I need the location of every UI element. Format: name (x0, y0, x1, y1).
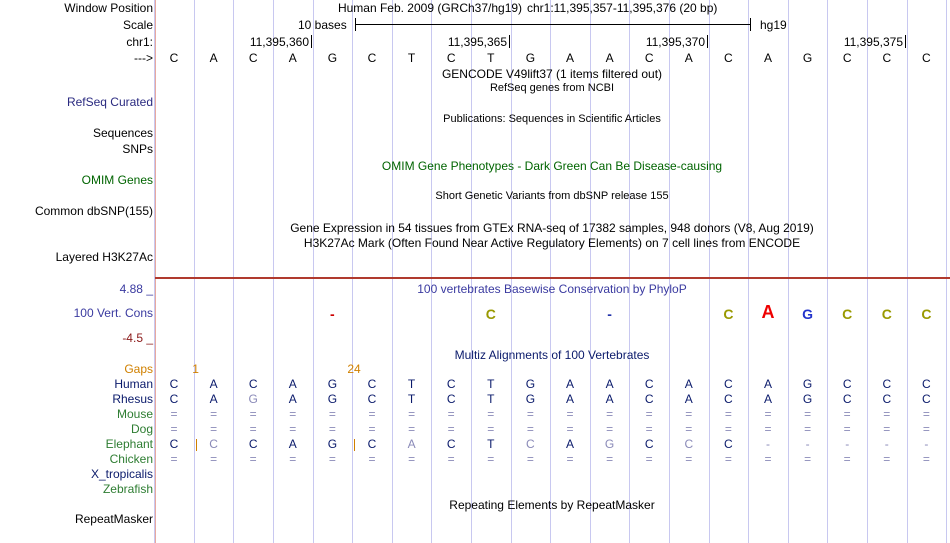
alignment-base: A (407, 437, 416, 451)
track-label-phylop[interactable]: 100 Vert. Cons (73, 306, 153, 320)
reference-base: T (407, 51, 416, 65)
alignment-base: = (447, 422, 455, 436)
alignment-base: - (805, 437, 810, 451)
species-label[interactable]: Dog (130, 422, 153, 436)
alignment-base: C (922, 392, 931, 406)
alignment-base: = (566, 422, 574, 436)
reference-base: A (763, 51, 772, 65)
alignment-base: = (368, 407, 376, 421)
label-chromosome: chr1: (126, 35, 153, 49)
insertion-marker (354, 439, 355, 451)
alignment-base: C (169, 392, 179, 406)
conservation-logo-letter: C (485, 306, 496, 322)
alignment-base: - (766, 437, 770, 451)
alignment-base: C (644, 437, 654, 451)
omim-track-title[interactable]: OMIM Gene Phenotypes - Dark Green Can Be Disease-causing (381, 159, 723, 173)
conservation-logo-letter: A (761, 302, 775, 322)
insertion-marker (196, 439, 197, 451)
reference-base: A (605, 51, 614, 65)
alignment-base: = (210, 407, 218, 421)
coordinate-tick (905, 35, 906, 48)
coordinate-label: 11,395,370 (645, 35, 705, 49)
alignment-base: C (724, 392, 733, 406)
alignment-base: = (408, 407, 416, 421)
label-scale: Scale (122, 18, 153, 32)
reference-base: T (487, 51, 495, 65)
alignment-base: C (922, 377, 931, 391)
alignment-base: = (685, 422, 693, 436)
track-label-sequences[interactable]: Sequences (92, 126, 153, 140)
alignment-base: C (526, 437, 535, 451)
alignment-base: = (764, 407, 772, 421)
alignment-base: T (407, 377, 416, 391)
gencode-track-title[interactable]: GENCODE V49lift37 (1 items filtered out) (441, 67, 663, 81)
alignment-base: = (843, 452, 851, 466)
alignment-base: C (367, 437, 377, 451)
alignment-base: A (684, 377, 693, 391)
alignment-base: T (487, 392, 495, 406)
coordinate-tick (311, 35, 312, 48)
gap-count: 1 (192, 362, 199, 376)
conservation-logo-letter: - (330, 306, 335, 322)
reference-base: A (209, 51, 218, 65)
track-label-omim[interactable]: OMIM Genes (81, 173, 153, 187)
reference-base: C (367, 51, 377, 65)
alignment-base: = (922, 452, 930, 466)
conservation-logo-letter: C (881, 306, 892, 322)
alignment-base: = (368, 422, 376, 436)
alignment-base: G (248, 392, 258, 406)
alignment-base: A (209, 377, 218, 391)
dbsnp-track-title[interactable]: Short Genetic Variants from dbSNP release 155 (435, 190, 669, 202)
reference-base: A (565, 51, 574, 65)
alignment-base: C (842, 377, 852, 391)
alignment-base: = (487, 407, 495, 421)
track-label-snps[interactable]: SNPs (122, 142, 153, 156)
scale-bar-label: 10 bases (298, 18, 347, 32)
label-window-position: Window Position (64, 1, 153, 15)
alignment-base: A (565, 377, 574, 391)
phylop-track-title[interactable]: 100 vertebrates Basewise Conservation by PhyloP (417, 282, 687, 296)
label-strand-arrow: ---> (134, 51, 153, 65)
species-label[interactable]: Mouse (116, 407, 153, 421)
alignment-base: = (408, 422, 416, 436)
alignment-base: = (606, 452, 614, 466)
alignment-base: A (684, 392, 693, 406)
alignment-base: = (843, 407, 851, 421)
species-label[interactable]: Elephant (105, 437, 153, 451)
reference-base: C (248, 51, 258, 65)
alignment-base: C (248, 437, 258, 451)
alignment-base: = (328, 422, 336, 436)
reference-base: C (169, 51, 179, 65)
conservation-logo-letter: C (842, 306, 853, 322)
alignment-base: = (883, 422, 891, 436)
alignment-base: C (882, 392, 892, 406)
alignment-base: = (645, 422, 653, 436)
multiz-track-title[interactable]: Multiz Alignments of 100 Vertebrates (454, 348, 650, 362)
alignment-base: C (169, 437, 179, 451)
alignment-base: A (288, 392, 297, 406)
alignment-base: = (606, 407, 614, 421)
alignment-base: A (288, 377, 297, 391)
alignment-base: G (327, 392, 338, 406)
gtex-track-title[interactable]: Gene Expression in 54 tissues from GTEx RNA-seq of 17382 samples, 948 donors (V8, Aug 2019) (290, 221, 814, 235)
scale-bar-tick-right (750, 18, 751, 31)
alignment-base: = (804, 407, 812, 421)
conservation-logo-letter: C (921, 306, 932, 322)
alignment-base: = (210, 422, 218, 436)
refseq-track-title[interactable]: RefSeq genes from NCBI (489, 82, 615, 94)
scale-bar-line (355, 24, 751, 25)
coordinate-tick (509, 35, 510, 48)
alignment-base: = (447, 452, 455, 466)
alignment-base: C (644, 377, 654, 391)
alignment-base: = (249, 407, 257, 421)
alignment-base: - (924, 437, 929, 451)
alignment-base: = (289, 407, 297, 421)
alignment-base: = (249, 422, 257, 436)
reference-base: A (684, 51, 693, 65)
alignment-base: C (882, 377, 892, 391)
alignment-base: = (170, 452, 178, 466)
alignment-base: C (644, 392, 654, 406)
alignment-base: G (327, 377, 338, 391)
alignment-base: = (566, 407, 574, 421)
alignment-base: = (328, 407, 336, 421)
alignment-base: C (446, 392, 456, 406)
alignment-base: A (209, 392, 218, 406)
alignment-base: A (565, 392, 574, 406)
alignment-base: = (724, 407, 732, 421)
alignment-base: C (724, 377, 733, 391)
coordinate-tick (707, 35, 708, 48)
alignment-base: = (922, 407, 930, 421)
reference-base: G (802, 51, 813, 65)
alignment-base: A (763, 377, 772, 391)
track-group-separator (155, 277, 950, 279)
alignment-base: = (526, 452, 534, 466)
reference-base: C (882, 51, 892, 65)
alignment-base: C (169, 377, 179, 391)
alignment-base: = (685, 407, 693, 421)
conservation-logo-letter: C (723, 306, 734, 322)
conservation-logo-letter: G (802, 306, 814, 322)
alignment-base: C (842, 392, 852, 406)
species-label[interactable]: Chicken (109, 452, 153, 466)
publications-track-title[interactable]: Publications: Sequences in Scientific Articles (443, 113, 661, 125)
reference-base: C (644, 51, 654, 65)
alignment-base: C (367, 377, 377, 391)
species-label[interactable]: Human (114, 377, 153, 391)
alignment-base: A (288, 437, 297, 451)
alignment-base: = (804, 452, 812, 466)
coordinate-label: 11,395,375 (843, 35, 903, 49)
track-label-gaps: Gaps (124, 362, 153, 376)
alignment-base: = (487, 422, 495, 436)
alignment-base: = (685, 452, 693, 466)
alignment-base: C (724, 437, 733, 451)
alignment-base: G (802, 392, 813, 406)
alignment-base: G (604, 437, 615, 451)
gap-count: 24 (347, 362, 361, 376)
alignment-base: = (883, 452, 891, 466)
alignment-base: = (724, 422, 732, 436)
alignment-base: = (447, 407, 455, 421)
reference-base: C (446, 51, 456, 65)
alignment-base: - (884, 437, 889, 451)
track-label-repeatmasker[interactable]: RepeatMasker (74, 512, 153, 526)
alignment-base: = (170, 422, 178, 436)
h3k27ac-track-title[interactable]: H3K27Ac Mark (Often Found Near Active Regulatory Elements) on 7 cell lines from ENCODE (303, 236, 801, 250)
track-label-h3k27ac[interactable]: Layered H3K27Ac (55, 250, 153, 264)
alignment-base: = (764, 422, 772, 436)
alignment-base: = (289, 422, 297, 436)
alignment-base: A (565, 437, 574, 451)
repeatmasker-track-title[interactable]: Repeating Elements by RepeatMasker (449, 498, 655, 512)
alignment-base: = (922, 422, 930, 436)
track-label-dbsnp[interactable]: Common dbSNP(155) (34, 204, 153, 218)
alignment-base: G (525, 392, 536, 406)
alignment-base: A (763, 392, 772, 406)
reference-base: G (525, 51, 536, 65)
alignment-base: = (526, 422, 534, 436)
alignment-base: = (724, 452, 732, 466)
alignment-base: = (566, 452, 574, 466)
alignment-base: C (367, 392, 377, 406)
reference-base: G (327, 51, 338, 65)
alignment-base: = (408, 452, 416, 466)
alignment-base: = (368, 452, 376, 466)
alignment-base: G (525, 377, 536, 391)
alignment-base: C (446, 437, 456, 451)
alignment-base: = (883, 407, 891, 421)
alignment-base: T (487, 377, 495, 391)
alignment-base: = (645, 407, 653, 421)
alignment-base: C (248, 377, 258, 391)
alignment-base: C (446, 377, 456, 391)
alignment-base: = (645, 452, 653, 466)
alignment-base: G (802, 377, 813, 391)
reference-base: C (922, 51, 931, 65)
alignment-base: = (606, 422, 614, 436)
alignment-base: = (526, 407, 534, 421)
species-label[interactable]: Rhesus (112, 392, 153, 406)
alignment-base: = (289, 452, 297, 466)
alignment-base: C (209, 437, 218, 451)
alignment-base: A (605, 377, 614, 391)
reference-base: C (842, 51, 852, 65)
scale-bar-db: hg19 (760, 18, 787, 32)
alignment-base: C (684, 437, 694, 451)
coordinate-label: 11,395,365 (447, 35, 507, 49)
position-readout: chr1:11,395,357-11,395,376 (20 bp) (527, 1, 718, 15)
alignment-base: T (407, 392, 416, 406)
alignment-base: = (170, 407, 178, 421)
alignment-base: = (764, 452, 772, 466)
alignment-base: = (328, 452, 336, 466)
phylop-max-value: 4.88 _ (119, 282, 153, 296)
alignment-base: = (210, 452, 218, 466)
alignment-base: T (487, 437, 495, 451)
conservation-logo-letter: - (607, 306, 612, 322)
species-label[interactable]: Zebrafish (102, 482, 153, 496)
coordinate-label: 11,395,360 (249, 35, 309, 49)
species-label[interactable]: X_tropicalis (90, 467, 153, 481)
alignment-base: = (843, 422, 851, 436)
alignment-base: G (327, 437, 338, 451)
alignment-base: = (487, 452, 495, 466)
scale-bar-tick-left (355, 18, 356, 31)
reference-base: A (288, 51, 297, 65)
reference-base: C (724, 51, 733, 65)
alignment-base: A (605, 392, 614, 406)
alignment-base: = (804, 422, 812, 436)
alignment-base: - (845, 437, 850, 451)
phylop-min-value: -4.5 _ (122, 331, 153, 345)
track-label-refseq[interactable]: RefSeq Curated (66, 95, 153, 109)
alignment-base: = (249, 452, 257, 466)
assembly-title: Human Feb. 2009 (GRCh37/hg19) (337, 1, 523, 15)
